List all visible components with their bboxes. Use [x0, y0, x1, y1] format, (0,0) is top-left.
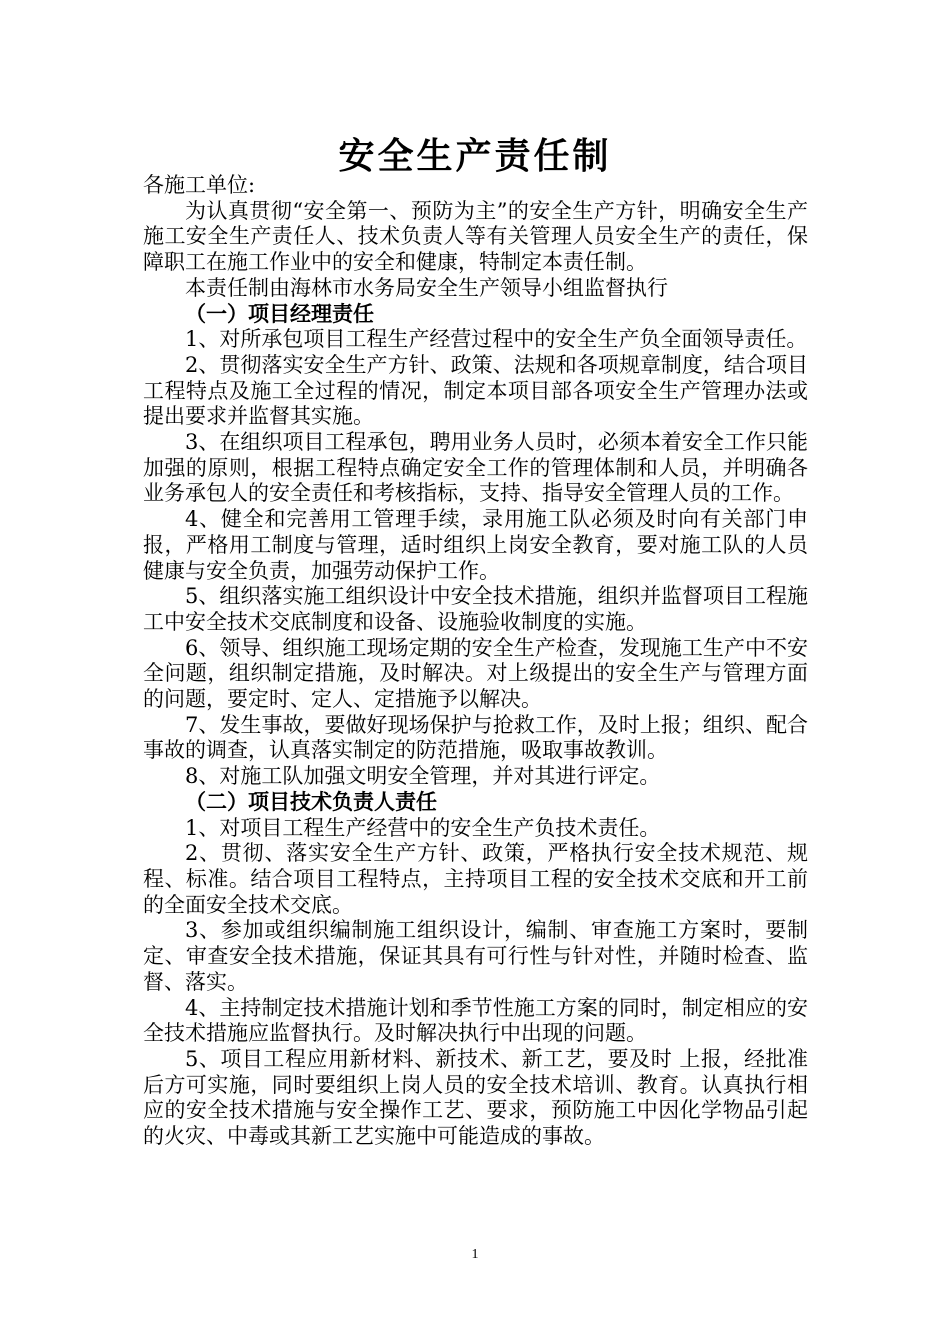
list-item: 6、领导、组织施工现场定期的安全生产检查，发现施工生产中不安全问题，组织制定措施，及时解决。对上级提出的安全生产与管理方面的问题，要定时、定人、定措施予以解决。 — [143, 635, 808, 712]
list-item: 2、贯彻、落实安全生产方针、政策，严格执行安全技术规范、规程、标准。结合项目工程特点，主持项目工程的安全技术交底和开工前的全面安全技术交底。 — [143, 841, 808, 917]
list-item: 3、参加或组织编制施工组织设计，编制、审查施工方案时，要制定、审查安全技术措施，保证其具有可行性与针对性，并随时检查、监督、落实。 — [143, 918, 808, 994]
list-item: 8、对施工队加强文明安全管理，并对其进行评定。 — [185, 764, 661, 789]
list-item: 1、对所承包项目工程生产经营过程中的安全生产负全面领导责任。 — [185, 327, 808, 352]
list-item: 5、项目工程应用新材料、新技术、新工艺，要及时 上报，经批准后方可实施，同时要组织上岗人员的安全技术培训、教育。认真执行相应的安全技术措施与安全操作工艺、要求，预防施工中因化学物品引起的火灾、中毒或其新工艺实施中可能造成的事故。 — [143, 1046, 808, 1149]
supervision-paragraph: 本责任制由海林市水务局安全生产领导小组监督执行 — [185, 275, 668, 300]
section-heading-technical-lead: （二）项目技术负责人责任 — [185, 789, 437, 814]
list-item: 7、发生事故，要做好现场保护与抢救工作，及时上报；组织、配合事故的调查，认真落实制定的防范措施，吸取事故教训。 — [143, 712, 808, 763]
list-item: 3、在组织项目工程承包，聘用业务人员时，必须本着安全工作只能加强的原则，根据工程特点确定安全工作的管理体制和人员，并明确各业务承包人的安全责任和考核指标，支持、指导安全管理人员的工作。 — [143, 430, 808, 506]
salutation: 各施工单位: — [143, 173, 256, 197]
page-number: 1 — [471, 1247, 479, 1262]
intro-paragraph: 为认真贯彻“安全第一、预防为主”的安全生产方针，明确安全生产施工安全生产责任人、技术负责人等有关管理人员安全生产的责任，保障职工在施工作业中的安全和健康，特制定本责任制。 — [143, 198, 808, 275]
list-item: 2、贯彻落实安全生产方针、政策、法规和各项规章制度，结合项目工程特点及施工全过程的情况，制定本项目部各项安全生产管理办法或提出要求并监督其实施。 — [143, 352, 808, 429]
document-title: 安全生产责任制 — [338, 136, 612, 177]
section-heading-project-manager: （一）项目经理责任 — [185, 301, 374, 326]
list-item: 4、主持制定技术措施计划和季节性施工方案的同时，制定相应的安全技术措施应监督执行。及时解决执行中出现的问题。 — [143, 995, 808, 1046]
list-item: 5、组织落实施工组织设计中安全技术措施，组织并监督项目工程施工中安全技术交底制度和设备、设施验收制度的实施。 — [143, 584, 808, 634]
list-item: 1、对项目工程生产经营中的安全生产负技术责任。 — [185, 815, 661, 840]
list-item: 4、健全和完善用工管理手续，录用施工队必须及时向有关部门申报，严格用工制度与管理，适时组织上岗安全教育，要对施工队的人员健康与安全负责，加强劳动保护工作。 — [143, 507, 808, 583]
document-body — [143, 173, 808, 1150]
